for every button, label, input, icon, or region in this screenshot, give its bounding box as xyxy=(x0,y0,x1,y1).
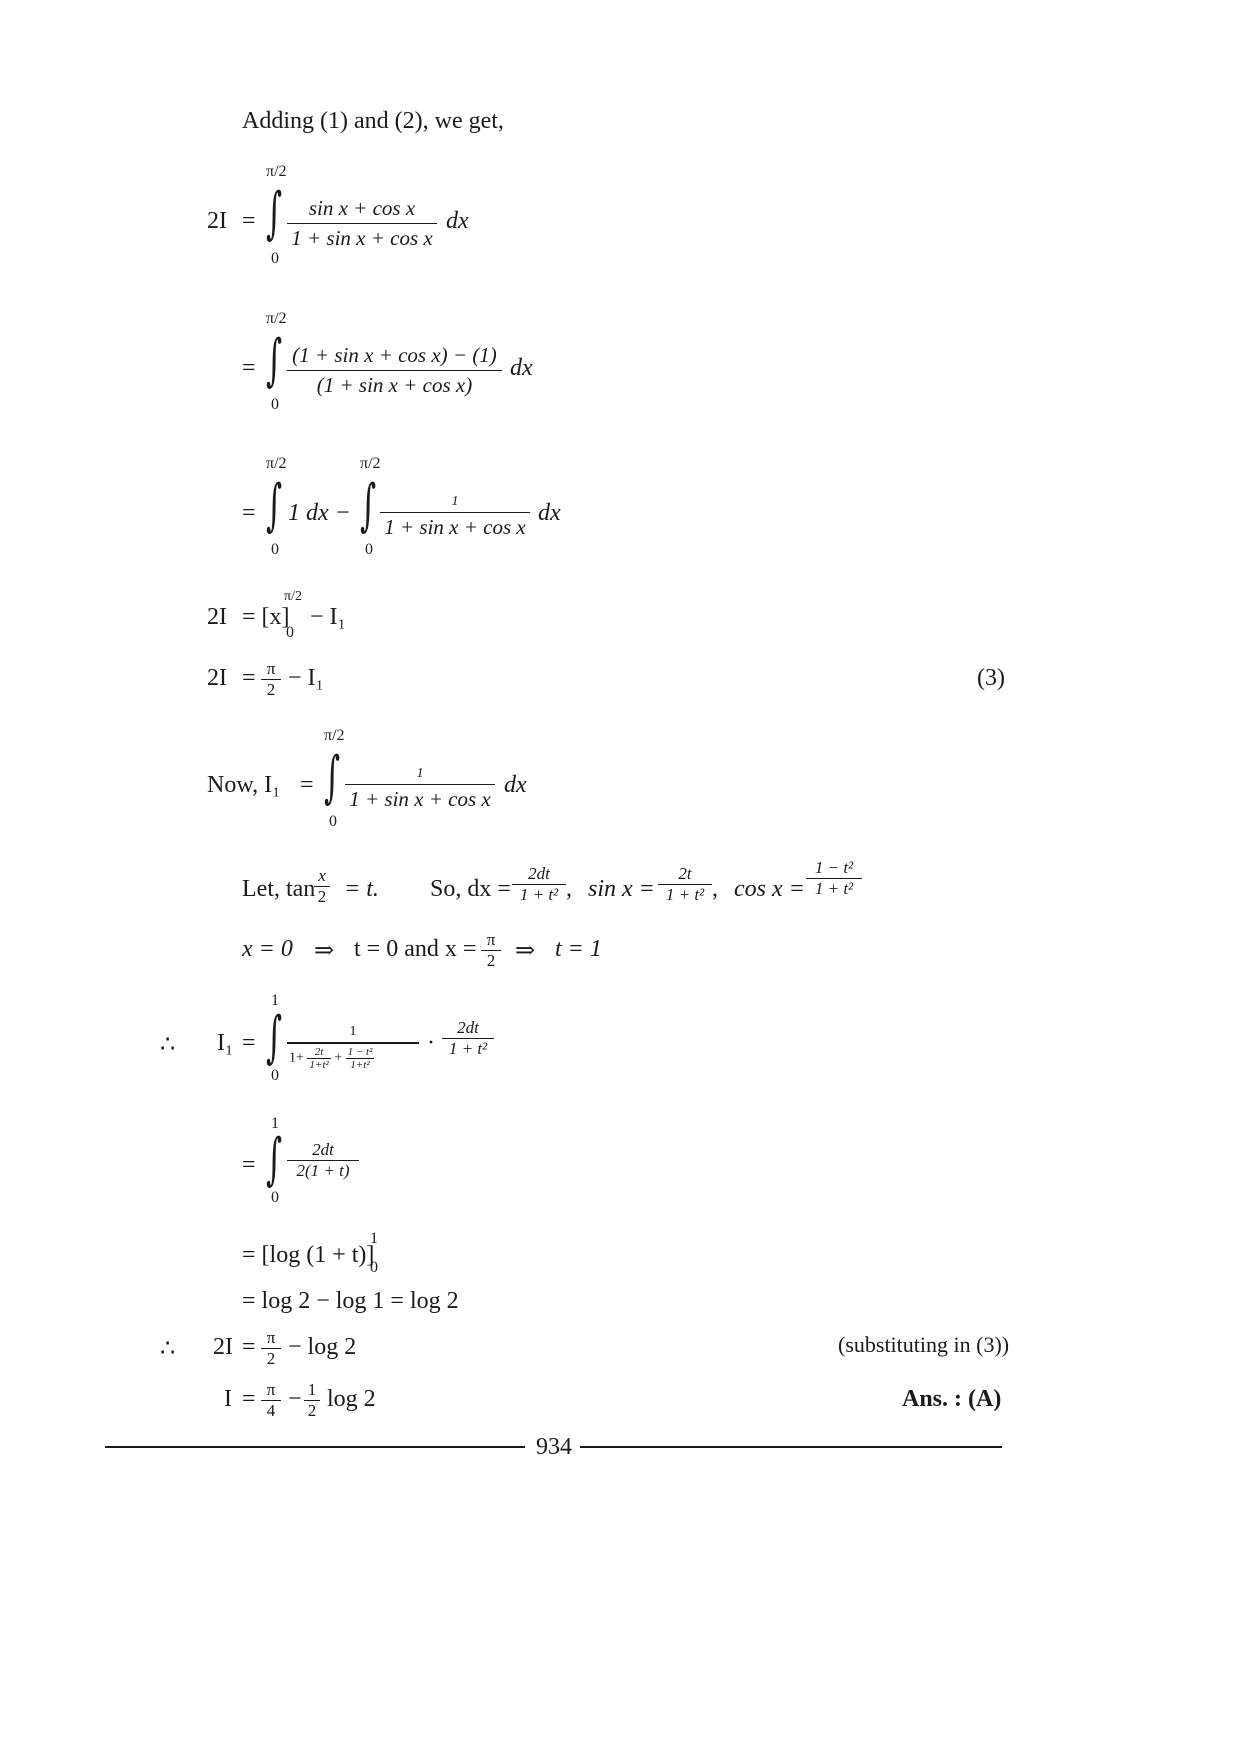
denominator: 1 + sin x + cos x xyxy=(384,515,526,539)
denominator: 2 xyxy=(266,680,276,699)
fraction-2dt xyxy=(442,1018,494,1059)
fraction-bar xyxy=(287,1042,419,1044)
fraction-pi-4 xyxy=(261,1380,281,1421)
denominator: 2(1 + t) xyxy=(296,1161,350,1180)
sin-x-eq: sin x = xyxy=(588,876,655,902)
fraction-1-2 xyxy=(304,1380,320,1421)
numerator: (1 + sin x + cos x) − (1) xyxy=(287,343,502,371)
equals: = xyxy=(242,355,256,381)
bracket-x: = [x] xyxy=(242,604,290,630)
lhs-2I: 2I xyxy=(207,665,227,691)
fraction-pi-2 xyxy=(481,930,501,971)
denominator: 4 xyxy=(266,1401,276,1420)
fraction-dx xyxy=(512,864,566,905)
term-1dx: 1 dx − xyxy=(288,500,351,526)
big-fraction-denominator: 1+ $\frac{2t}{\text{1+t²}}$ + $\frac{\text{1 − t²}}{\text{1+t²}}$ xyxy=(289,1046,373,1071)
log-bracket: = [log (1 + t)] xyxy=(242,1242,375,1268)
let-tan: Let, tan xyxy=(242,876,316,902)
denominator: 2 xyxy=(307,1401,317,1420)
upper-limit: π/2 xyxy=(266,455,287,472)
now-I1: Now, I₁ xyxy=(207,772,281,798)
minus: − xyxy=(288,1386,302,1412)
numerator: 2t xyxy=(658,864,712,885)
lower-limit: 0 xyxy=(271,541,279,558)
fraction-pi-2 xyxy=(261,659,281,700)
equation-number: (3) xyxy=(977,665,1005,691)
equals: = xyxy=(242,208,256,234)
equals: = xyxy=(242,500,256,526)
lower-limit: 0 xyxy=(271,250,279,267)
upper-limit-2: π/2 xyxy=(360,455,381,472)
dot-operator: · xyxy=(427,1030,435,1056)
minus-log2: − log 2 xyxy=(288,1334,357,1360)
fraction xyxy=(287,196,437,251)
upper-limit: 1 xyxy=(271,992,279,1009)
denominator: 2 xyxy=(317,887,327,906)
dx: dx xyxy=(510,355,533,381)
numerator: 1 xyxy=(304,1380,320,1401)
fraction-pi-2 xyxy=(261,1328,281,1369)
footer-rule-left xyxy=(105,1446,525,1448)
intro-text: Adding (1) and (2), we get, xyxy=(242,108,504,134)
equals: = xyxy=(242,1030,256,1056)
therefore-icon: ∴ xyxy=(160,1032,176,1058)
so-dx: So, dx = xyxy=(430,876,511,902)
equals: = xyxy=(300,772,314,798)
implies-arrow: ⇒ xyxy=(515,938,536,964)
step-10: = log 2 − log 1 = log 2 xyxy=(242,1288,459,1314)
equals: = xyxy=(242,1152,256,1178)
denominator: 1 + t² xyxy=(814,879,854,898)
lower-limit: 0 xyxy=(329,813,337,830)
answer-label: Ans. : (A) xyxy=(902,1386,1002,1412)
log2: log 2 xyxy=(327,1386,376,1412)
denominator: (1 + sin x + cos x) xyxy=(316,373,473,397)
numerator: 2dt xyxy=(287,1140,359,1161)
minus-I1: − I₁ xyxy=(310,604,346,630)
lhs-2I: 2I xyxy=(207,208,227,234)
numerator: π xyxy=(261,659,281,680)
fraction-x-2 xyxy=(314,866,330,907)
fraction xyxy=(380,494,530,540)
footer-rule-right xyxy=(580,1446,1002,1448)
fraction-2dt-over-2-1plus-t xyxy=(287,1140,359,1181)
upper-limit: π/2 xyxy=(284,589,302,604)
denominator: 1 + t² xyxy=(519,885,559,904)
lower-limit-2: 0 xyxy=(365,541,373,558)
comma: , xyxy=(712,876,718,902)
upper-limit: 1 xyxy=(370,1230,378,1247)
numerator: 1 xyxy=(380,494,530,513)
substituting-note: (substituting in (3)) xyxy=(838,1332,1010,1357)
page-number: 934 xyxy=(536,1434,572,1460)
lhs-I: I xyxy=(224,1386,232,1412)
dx: dx xyxy=(504,772,527,798)
comma: , xyxy=(566,876,572,902)
equals: = xyxy=(242,1386,256,1412)
numerator: 1 − t² xyxy=(806,858,862,879)
denominator: 1 + t² xyxy=(665,885,705,904)
implies-arrow: ⇒ xyxy=(314,938,335,964)
denominator: 1 + t² xyxy=(448,1039,488,1058)
dx: dx xyxy=(446,208,469,234)
numerator: 1 xyxy=(345,766,495,785)
denominator: 1 + sin x + cos x xyxy=(291,226,433,250)
lower-limit: 0 xyxy=(271,1067,279,1084)
big-fraction-numerator: 1 xyxy=(349,1024,357,1039)
lower-limit: 0 xyxy=(370,1259,378,1276)
upper-limit: π/2 xyxy=(266,163,287,180)
denominator: 2 xyxy=(486,951,496,970)
integral-icon: ∫ xyxy=(266,328,283,393)
fraction xyxy=(345,766,495,812)
t-eq-1: t = 1 xyxy=(555,936,602,962)
numerator: x xyxy=(314,866,330,887)
numerator: π xyxy=(261,1328,281,1349)
integral-icon: ∫ xyxy=(324,745,341,810)
lhs-2I: 2I xyxy=(213,1334,233,1360)
minus-I1: − I₁ xyxy=(288,665,324,691)
cos-x-eq: cos x = xyxy=(734,876,805,902)
integral-icon: ∫ xyxy=(266,1005,283,1070)
integral-icon: ∫ xyxy=(266,181,283,246)
numerator: π xyxy=(481,930,501,951)
lhs-2I: 2I xyxy=(207,604,227,630)
numerator: 2dt xyxy=(512,864,566,885)
fraction-cos xyxy=(806,858,862,899)
fraction-sin xyxy=(658,864,712,905)
therefore-icon: ∴ xyxy=(160,1336,176,1362)
integral-icon: ∫ xyxy=(360,473,377,538)
denominator: 1 + sin x + cos x xyxy=(349,787,491,811)
t-eq-0-and-x: t = 0 and x = xyxy=(354,936,477,962)
numerator: sin x + cos x xyxy=(287,196,437,224)
equals: = xyxy=(242,665,256,691)
upper-limit: π/2 xyxy=(324,727,345,744)
fraction xyxy=(287,343,502,398)
upper-limit: 1 xyxy=(271,1115,279,1132)
lhs-I1: I₁ xyxy=(217,1030,234,1056)
lower-limit: 0 xyxy=(286,624,294,641)
numerator: 2dt xyxy=(442,1018,494,1039)
x-eq-0: x = 0 xyxy=(242,936,293,962)
integral-icon: ∫ xyxy=(266,1127,283,1192)
numerator: π xyxy=(261,1380,281,1401)
equals-t: = t. xyxy=(344,876,379,902)
upper-limit: π/2 xyxy=(266,310,287,327)
dx: dx xyxy=(538,500,561,526)
lower-limit: 0 xyxy=(271,1189,279,1206)
equals: = xyxy=(242,1334,256,1360)
denominator: 2 xyxy=(266,1349,276,1368)
lower-limit: 0 xyxy=(271,396,279,413)
integral-icon: ∫ xyxy=(266,473,283,538)
